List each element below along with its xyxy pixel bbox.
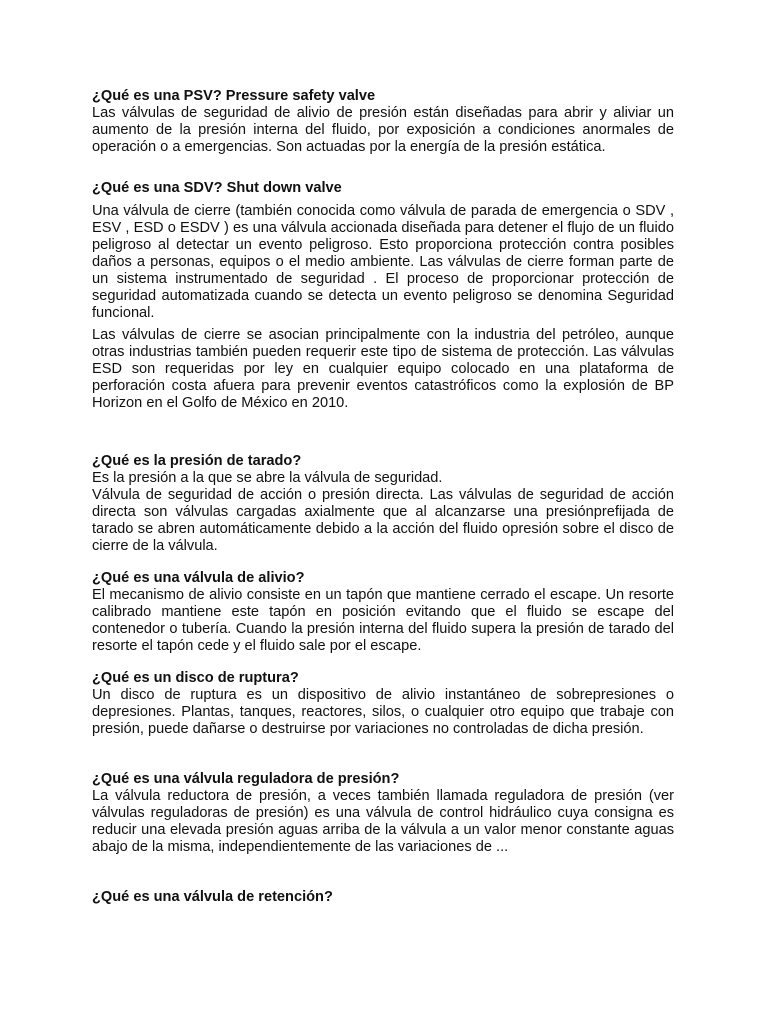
section-psv <box>92 88 674 156</box>
section-valvula-alivio <box>92 570 674 655</box>
section-paragraph: Una válvula de cierre (también conocida como válvula de parada de emergencia o SDV , ESV , ESD o ESDV ) es una válvula accionada diseñada para detener el flujo de un fluido peligroso al detectar un evento peligroso. Esto proporciona protección contra posibles daños a personas, equipos o el medio ambiente. Las válvulas de cierre forman parte de un sistema instrumentado de seguridad . El proceso de proporcionar protección de seguridad automatizada cuando se detecta un evento peligroso se denomina Seguridad funcional. <box>92 203 674 321</box>
section-valvula-retencion <box>92 889 674 906</box>
section-sdv <box>92 180 674 197</box>
section-paragraph: Es la presión a la que se abre la válvula de seguridad. <box>92 470 443 486</box>
section-heading: ¿Qué es una válvula de alivio? <box>92 570 305 586</box>
section-sdv-body-2 <box>92 327 674 412</box>
section-disco-ruptura <box>92 670 674 738</box>
section-paragraph: El mecanismo de alivio consiste en un tapón que mantiene cerrado el escape. Un resorte calibrado mantiene este tapón en posición evitando que el fluido se escape del contenedor o tubería. Cuando la presión interna del fluido supera la presión de tarado del resorte el tapón cede y el fluido sale por el escape. <box>92 587 674 654</box>
section-heading: ¿Qué es una válvula reguladora de presión? <box>92 771 400 787</box>
section-paragraph: Válvula de seguridad de acción o presión directa. Las válvulas de seguridad de acción directa son válvulas cargadas axialmente que al alcanzarse una presiónprefijada de tarado se abren automáticamente debido a la acción del fluido opresión sobre el disco de cierre de la válvula. <box>92 487 674 554</box>
section-paragraph: Las válvulas de cierre se asocian principalmente con la industria del petróleo, aunque otras industrias también pueden requerir este tipo de sistema de protección. Las válvulas ESD son requeridas por ley en cualquier equipo colocado en una plataforma de perforación costa afuera para prevenir eventos catastróficos como la explosión de BP Horizon en el Golfo de México en 2010. <box>92 327 674 411</box>
section-heading: ¿Qué es la presión de tarado? <box>92 453 302 469</box>
section-heading: ¿Qué es una válvula de retención? <box>92 889 333 905</box>
section-paragraph: Un disco de ruptura es un dispositivo de alivio instantáneo de sobrepresiones o depresiones. Plantas, tanques, reactores, silos, o cualquier otro equipo que trabaje con presión, puede dañarse o destruirse por variaciones no controladas de dicha presión. <box>92 687 674 737</box>
section-valvula-reguladora <box>92 771 674 856</box>
section-heading: ¿Qué es un disco de ruptura? <box>92 670 299 686</box>
section-presion-tarado <box>92 453 674 555</box>
section-paragraph: Las válvulas de seguridad de alivio de presión están diseñadas para abrir y aliviar un aumento de la presión interna del fluido, por exposición a condiciones anormales de operación o a emergencias. Son actuadas por la energía de la presión estática. <box>92 105 674 155</box>
section-heading: ¿Qué es una PSV? Pressure safety valve <box>92 88 376 104</box>
section-sdv-body <box>92 203 674 322</box>
section-heading: ¿Qué es una SDV? Shut down valve <box>92 180 342 196</box>
section-paragraph: La válvula reductora de presión, a veces también llamada reguladora de presión (ver válvulas reguladoras de presión) es una válvula de control hidráulico cuya consigna es reducir una elevada presión aguas arriba de la válvula a un valor menor constante aguas abajo de la misma, independientemente de las variaciones de ... <box>92 788 674 855</box>
